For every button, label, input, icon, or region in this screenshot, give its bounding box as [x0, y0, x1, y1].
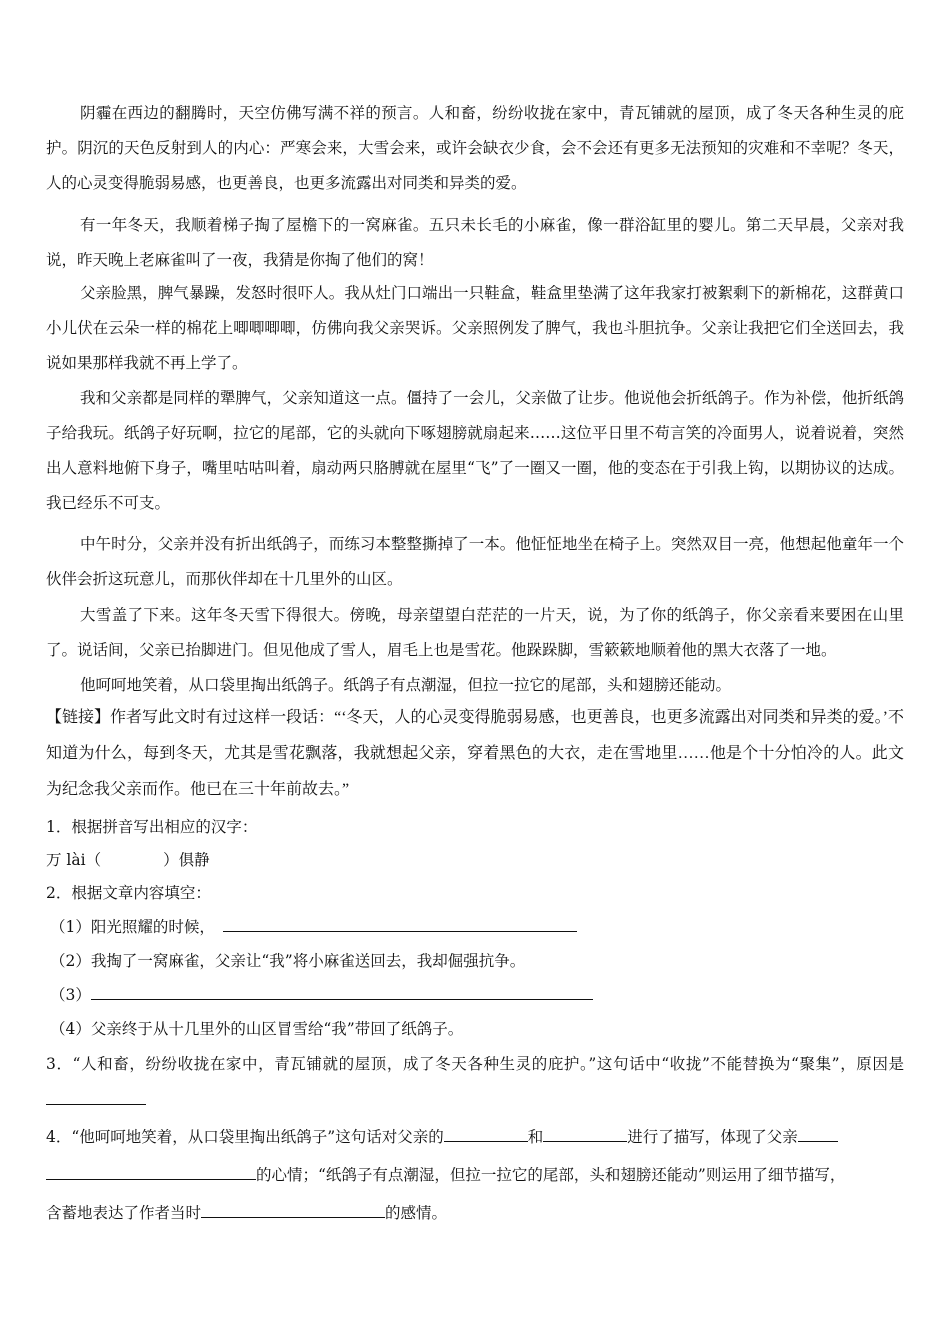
q1-item-before: 万 lài（	[46, 851, 102, 869]
q2-s1-answer-blank[interactable]	[223, 913, 577, 932]
q2-s3-text: （3）	[50, 986, 91, 1004]
q4-part-b: 和	[527, 1128, 544, 1146]
question-1-stem: 1．根据拼音写出相应的汉字：	[46, 818, 258, 836]
question-2-sub-1	[50, 912, 908, 942]
question-2-sub-3	[50, 980, 908, 1010]
passage-paragraph-1: 阴霾在西边的翻腾时，天空仿佛写满不祥的预言。人和畜，纷纷收拢在家中，青瓦铺就的屋顶，成了冬天各种生灵的庇护。阴沉的天色反射到人的内心：严寒会来，大雪会来，或许会缺衣少食，会不会还有更多无法预知的灾难和不幸呢？冬天，人的心灵变得脆弱易感，也更善良，也更多流露出对同类和异类的爱。	[46, 104, 904, 192]
q4-part-d: 的心情；“纸鸽子有点潮湿，但拉一拉它的尾部，头和翅膀还能动”则运用了细节描写，	[256, 1166, 846, 1184]
q3-answer-blank[interactable]	[46, 1086, 146, 1105]
q2-s1-text: （1）阳光照耀的时候，	[50, 918, 215, 936]
passage-paragraph-4: 我和父亲都是同样的犟脾气，父亲知道这一点。僵持了一会儿，父亲做了让步。他说他会折纸鸽子。作为补偿，他折纸鸽子给我玩。纸鸽子好玩啊，拉它的尾部，它的头就向下啄翅膀就扇起来……这位平日里不苟言笑的冷面男人，说着说着，突然出人意料地俯下身子，嘴里咕咕叫着，扇动两只胳膊就在屋里“飞”了一圈又一圈，他的变态在于引我上钩，以期协议的达成。我已经乐不可支。	[46, 389, 904, 512]
q4-blank-2[interactable]	[543, 1123, 627, 1142]
q4-part-e: 含蓄地表达了作者当时	[46, 1204, 202, 1222]
q4-blank-3a[interactable]	[798, 1123, 838, 1142]
q1-item-after: ）俱静	[163, 851, 210, 869]
link-section	[46, 700, 904, 808]
q4-part-a: 4．“他呵呵地笑着，从口袋里掏出纸鸽子”这句话对父亲的	[46, 1128, 444, 1146]
q4-part-c: 进行了描写，体现了父亲	[627, 1128, 798, 1146]
q4-part-f: 的感情。	[385, 1204, 448, 1222]
link-tag: 【链接】	[46, 709, 111, 726]
passage-paragraph-6: 大雪盖了下来。这年冬天雪下得很大。傍晚，母亲望望白茫茫的一片天，说，为了你的纸鸽子，你父亲看来要困在山里了。说话间，父亲已抬脚进门。但见他成了雪人，眉毛上也是雪花。他跺跺脚，雪簌簌地顺着他的黑大衣落了一地。	[46, 606, 904, 659]
passage-paragraph-2: 有一年冬天，我顺着梯子掏了屋檐下的一窝麻雀。五只未长毛的小麻雀，像一群浴缸里的婴儿。第二天早晨，父亲对我说，昨天晚上老麻雀叫了一夜，我猜是你掏了他们的窝！	[46, 216, 904, 269]
link-text: 作者写此文时有过这样一段话：“‘冬天，人的心灵变得脆弱易感，也更善良，也更多流露出对同类和异类的爱。’不知道为什么，每到冬天，尤其是雪花飘落，我就想起父亲，穿着黑色的大衣，走在雪地里……他是个十分怕冷的人。此文为纪念我父亲而作。他已在三十年前故去。”	[46, 709, 904, 798]
passage-paragraph-3: 父亲脸黑，脾气暴躁，发怒时很吓人。我从灶门口端出一只鞋盒，鞋盒里垫满了这年我家打被絮剩下的新棉花，这群黄口小儿伏在云朵一样的棉花上唧唧唧唧，仿佛向我父亲哭诉。父亲照例发了脾气，我也斗胆抗争。父亲让我把它们全送回去，我说如果那样我就不再上学了。	[46, 284, 904, 372]
q4-blank-3b[interactable]	[46, 1161, 256, 1180]
passage-paragraph-5: 中午时分，父亲并没有折出纸鸽子，而练习本整整撕掉了一本。他怔怔地坐在椅子上。突然双目一亮，他想起他童年一个伙伴会折这玩意儿，而那伙伴却在十几里外的山区。	[46, 535, 904, 588]
question-2-stem: 2．根据文章内容填空：	[46, 884, 211, 902]
question-2-sub-2: （2）我掏了一窝麻雀，父亲让“我”将小麻雀送回去，我却倔强抗争。	[50, 952, 526, 970]
q3-stem: 3．“人和畜，纷纷收拢在家中，青瓦铺就的屋顶，成了冬天各种生灵的庇护。”这句话中“收拢”不能替换为“聚集”，原因是	[46, 1055, 904, 1073]
question-3	[46, 1046, 904, 1118]
passage-paragraph-7: 他呵呵地笑着，从口袋里掏出纸鸽子。纸鸽子有点潮湿，但拉一拉它的尾部，头和翅膀还能动。	[80, 676, 732, 694]
q4-blank-4[interactable]	[201, 1199, 385, 1218]
question-1-item	[46, 845, 904, 875]
question-4	[46, 1118, 904, 1232]
q2-s3-answer-blank[interactable]	[91, 981, 593, 1000]
question-2-sub-4: （4）父亲终于从十几里外的山区冒雪给“我”带回了纸鸽子。	[50, 1020, 464, 1038]
q4-blank-1[interactable]	[444, 1123, 528, 1142]
